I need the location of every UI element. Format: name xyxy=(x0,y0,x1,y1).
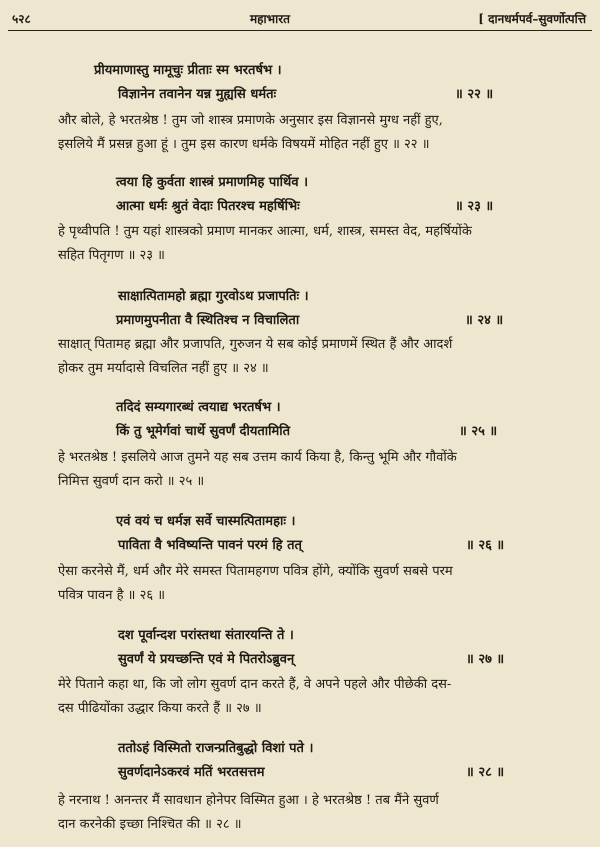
verse-24-line2: प्रमाणमुपनीता वै स्थितिश्च न विचालिता xyxy=(116,313,300,328)
verse-26-line1: एवं वयं च धर्मज्ञ सर्वे चास्मत्पितामहाः । xyxy=(116,514,296,529)
translation-28-line2: दान करनेकी इच्छा निश्चित की ॥ २८ ॥ xyxy=(58,817,242,832)
translation-22-line2: इसलिये मैं प्रसन्न हुआ हूं । तुम इस कारण धर्मके विषयमें मोहित नहीं हुए ॥ २२ ॥ xyxy=(58,137,430,152)
header-rule xyxy=(8,30,592,31)
verse-22-line2: विज्ञानेन तवानेन यन्न मुह्यसि धर्मतः xyxy=(118,87,277,102)
translation-24-line2: होकर तुम मर्यादासे विचलित नहीं हुए ॥ २४ ॥ xyxy=(58,361,269,376)
verse-28-number: ॥ २८ ॥ xyxy=(466,765,505,780)
translation-26-line2: पवित्र पावन है ॥ २६ ॥ xyxy=(58,588,166,603)
verse-26-number: ॥ २६ ॥ xyxy=(466,538,505,553)
verse-28-line1: ततोऽहं विस्मितो राजन्प्रतिबुद्धो विशां पते । xyxy=(118,741,314,756)
verse-27-number: ॥ २७ ॥ xyxy=(466,652,505,667)
verse-24-line1: साक्षात्पितामहो ब्रह्मा गुरवोऽथ प्रजापतिः । xyxy=(118,289,309,304)
verse-23-line2: आत्मा धर्मः श्रुतं वेदाः पितरश्च महर्षिभिः xyxy=(116,199,300,214)
translation-23-line2: सहित पितृगण ॥ २३ ॥ xyxy=(58,248,165,263)
verse-24-number: ॥ २४ ॥ xyxy=(465,313,504,328)
translation-23-line1: हे पृथ्वीपति ! तुम यहां शास्त्रको प्रमाण मानकर आत्मा, धर्म, शास्त्र, समस्त वेद, महर्षियोंके xyxy=(58,224,472,239)
translation-22-line1: और बोले, हे भरतश्रेष्ठ ! तुम जो शास्त्र प्रमाणके अनुसार इस विज्ञानसे मुग्ध नहीं हुए, xyxy=(58,113,443,128)
verse-28-line2: सुवर्णदानेऽकरवं मतिं भरतसत्तम xyxy=(118,765,265,780)
book-title: महाभारत xyxy=(250,12,290,26)
translation-27-line2: दस पीढियोंका उद्धार किया करते हैं ॥ २७ ॥ xyxy=(58,701,262,716)
translation-24-line1: साक्षात् पितामह ब्रह्मा और प्रजापति, गुरुजन ये सब कोई प्रमाणमें स्थित हैं और आदर्श xyxy=(58,337,453,352)
verse-27-line2: सुवर्णं ये प्रयच्छन्ति एवं मे पितरोऽब्रुवन् xyxy=(118,652,295,667)
verse-25-line2: किं तु भूमेर्गवां चार्थे सुवर्णं दीयतामिति xyxy=(116,424,291,439)
verse-25-number: ॥ २५ ॥ xyxy=(459,424,498,439)
section-title: [ दानधर्मपर्व–सुवर्णोत्पत्ति xyxy=(478,12,586,26)
verse-23-line1: त्वया हि कुर्वता शास्त्रं प्रमाणमिह पार्थिव । xyxy=(116,175,308,190)
verse-22-line1: प्रीयमाणास्तु मामूचुः प्रीताः स्म भरतर्षभ । xyxy=(94,63,282,78)
verse-22-number: ॥ २२ ॥ xyxy=(455,87,494,102)
translation-26-line1: ऐसा करनेसे मैं, धर्म और मेरे समस्त पितामहगण पवित्र होंगे, क्योंकि सुवर्ण सबसे परम xyxy=(58,564,453,579)
verse-27-line1: दश पूर्वान्दश परांस्तथा संतारयन्ति ते । xyxy=(118,628,294,643)
verse-25-line1: तदिदं सम्यगारब्धं त्वयाद्य भरतर्षभ । xyxy=(116,400,281,415)
translation-25-line2: निमित्त सुवर्ण दान करो ॥ २५ ॥ xyxy=(58,474,205,489)
translation-28-line1: हे नरनाथ ! अनन्तर मैं सावधान होनेपर विस्मित हुआ । हे भरतश्रेष्ठ ! तब मैंने सुवर्ण xyxy=(58,793,439,808)
verse-23-number: ॥ २३ ॥ xyxy=(455,199,494,214)
page-header xyxy=(0,8,600,30)
translation-27-line1: मेरे पिताने कहा था, कि जो लोग सुवर्ण दान करते हैं, वे अपने पहले और पीछेकी दस- xyxy=(58,677,452,692)
translation-25-line1: हे भरतश्रेष्ठ ! इसलिये आज तुमने यह सब उत्तम कार्य किया है, किन्तु भूमि और गौवोंके xyxy=(58,450,457,465)
verse-26-line2: पाविता वै भविष्यन्ति पावनं परमं हि तत् xyxy=(118,538,302,553)
page-number: ५२८ xyxy=(12,12,31,26)
